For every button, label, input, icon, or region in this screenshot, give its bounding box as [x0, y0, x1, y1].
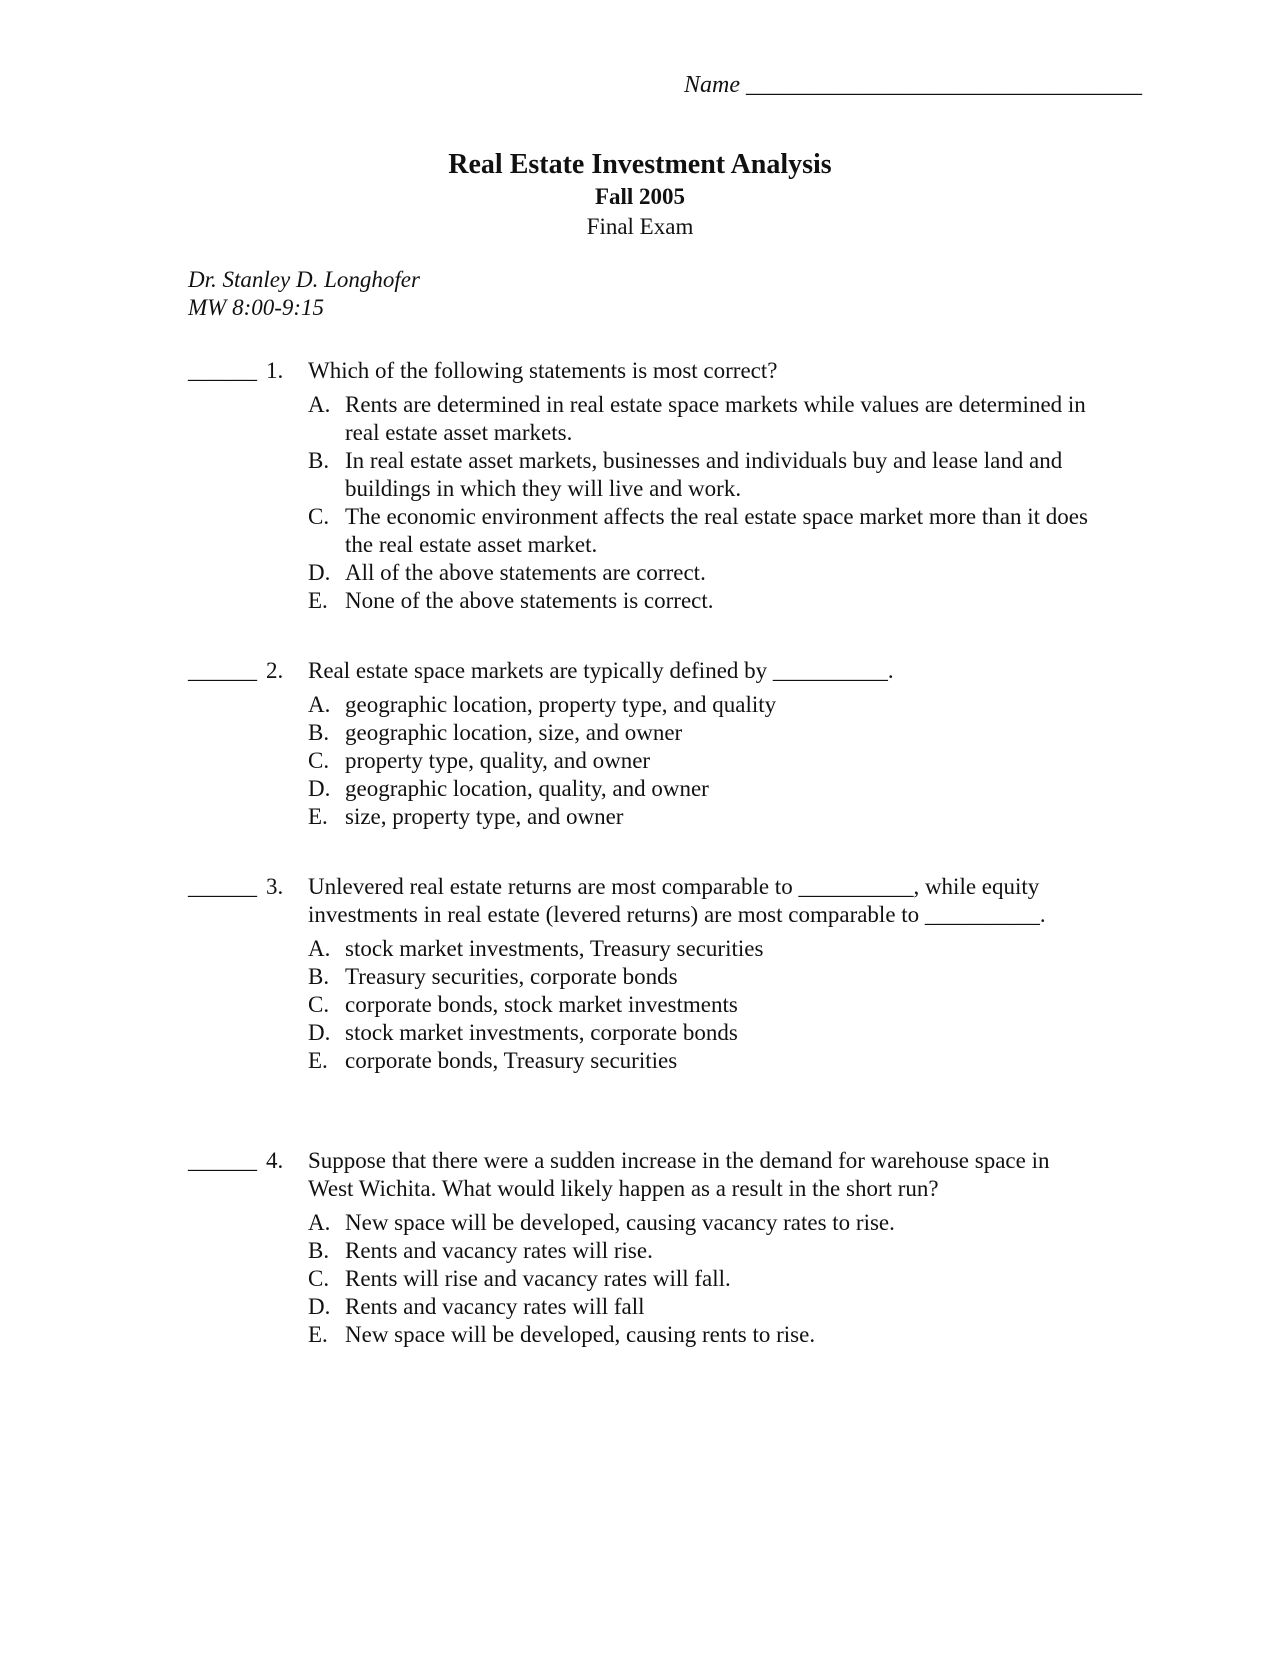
- option-letter: A.: [308, 936, 331, 961]
- option-c: [188, 747, 1088, 775]
- option-b: [188, 447, 1088, 503]
- option-text: stock market investments, corporate bonds: [345, 1020, 738, 1045]
- option-a: [188, 935, 1088, 963]
- option-letter: B.: [308, 448, 330, 473]
- option-letter: D.: [308, 560, 331, 585]
- option-text: geographic location, property type, and quality: [345, 692, 777, 717]
- option-text: In real estate asset markets, businesses and individuals buy and lease land and buildings in which they will live and work.: [345, 448, 1063, 501]
- option-letter: E.: [308, 804, 328, 829]
- option-text: Rents and vacancy rates will fall: [345, 1294, 645, 1319]
- option-c: [188, 1265, 1088, 1293]
- option-d: [188, 1019, 1088, 1047]
- question-1: [188, 357, 1088, 615]
- question-header: [188, 873, 1088, 929]
- option-letter: C.: [308, 504, 330, 529]
- option-a: [188, 1209, 1088, 1237]
- option-letter: C.: [308, 748, 330, 773]
- option-letter: E.: [308, 1322, 328, 1347]
- option-letter: A.: [308, 392, 331, 417]
- class-schedule: MW 8:00-9:15: [188, 295, 325, 320]
- option-letter: B.: [308, 720, 330, 745]
- option-text: None of the above statements is correct.: [345, 588, 714, 613]
- option-e: [188, 1047, 1088, 1075]
- option-letter: E.: [308, 1048, 328, 1073]
- option-text: geographic location, quality, and owner: [345, 776, 709, 801]
- option-text: geographic location, size, and owner: [345, 720, 683, 745]
- option-text: corporate bonds, stock market investments: [345, 992, 738, 1017]
- option-d: [188, 1293, 1088, 1321]
- option-b: [188, 963, 1088, 991]
- question-4: [188, 1147, 1088, 1349]
- option-list: [188, 935, 1088, 1075]
- answer-blank: ______: [188, 874, 257, 899]
- option-letter: E.: [308, 588, 328, 613]
- term-label: Fall 2005: [594, 184, 686, 209]
- option-list: [188, 1209, 1088, 1349]
- question-text: Real estate space markets are typically defined by __________.: [308, 658, 894, 683]
- name-field: [684, 72, 1142, 99]
- option-list: [188, 391, 1088, 615]
- answer-blank: ______: [188, 358, 257, 383]
- question-number: 3.: [266, 874, 284, 899]
- option-text: property type, quality, and owner: [345, 748, 651, 773]
- option-letter: C.: [308, 992, 330, 1017]
- option-a: [188, 691, 1088, 719]
- option-d: [188, 775, 1088, 803]
- question-number: 1.: [266, 358, 284, 383]
- option-b: [188, 719, 1088, 747]
- course-title: Real Estate Investment Analysis: [448, 149, 832, 180]
- question-text: Which of the following statements is most correct?: [308, 358, 778, 383]
- option-letter: C.: [308, 1266, 330, 1291]
- option-text: Rents and vacancy rates will rise.: [345, 1238, 653, 1263]
- option-c: [188, 503, 1088, 559]
- question-text: Unlevered real estate returns are most comparable to __________, while equity investments in real estate (levered returns) are most comparable to __________.: [308, 874, 1046, 927]
- option-text: Rents will rise and vacancy rates will fall.: [345, 1266, 731, 1291]
- question-number: 2.: [266, 658, 284, 683]
- option-letter: D.: [308, 1294, 331, 1319]
- option-text: stock market investments, Treasury securities: [345, 936, 764, 961]
- question-text: Suppose that there were a sudden increase in the demand for warehouse space in West Wichita. What would likely happen as a result in the short run?: [308, 1148, 1050, 1201]
- option-letter: B.: [308, 1238, 330, 1263]
- instructor-block: [188, 266, 420, 322]
- option-letter: A.: [308, 692, 331, 717]
- option-c: [188, 991, 1088, 1019]
- question-3: [188, 873, 1088, 1075]
- option-e: [188, 803, 1088, 831]
- option-letter: A.: [308, 1210, 331, 1235]
- question-number: 4.: [266, 1148, 284, 1173]
- name-blank: _________________________________: [746, 72, 1142, 98]
- option-b: [188, 1237, 1088, 1265]
- question-header: [188, 657, 1088, 685]
- exam-label: Final Exam: [586, 214, 694, 239]
- option-text: New space will be developed, causing vacancy rates to rise.: [345, 1210, 895, 1235]
- question-2: [188, 657, 1088, 831]
- option-text: Rents are determined in real estate space markets while values are determined in real estate asset markets.: [345, 392, 1086, 445]
- option-letter: D.: [308, 776, 331, 801]
- title-block: [0, 148, 1280, 242]
- option-e: [188, 587, 1088, 615]
- option-text: New space will be developed, causing rents to rise.: [345, 1322, 816, 1347]
- option-d: [188, 559, 1088, 587]
- name-label: Name: [684, 72, 740, 98]
- option-text: The economic environment affects the real estate space market more than it does the real estate asset market.: [345, 504, 1088, 557]
- option-list: [188, 691, 1088, 831]
- option-a: [188, 391, 1088, 447]
- option-text: Treasury securities, corporate bonds: [345, 964, 678, 989]
- answer-blank: ______: [188, 658, 257, 683]
- option-e: [188, 1321, 1088, 1349]
- option-letter: D.: [308, 1020, 331, 1045]
- question-header: [188, 357, 1088, 385]
- option-text: corporate bonds, Treasury securities: [345, 1048, 678, 1073]
- option-text: size, property type, and owner: [345, 804, 624, 829]
- option-text: All of the above statements are correct.: [345, 560, 706, 585]
- question-header: [188, 1147, 1088, 1203]
- option-letter: B.: [308, 964, 330, 989]
- instructor-name: Dr. Stanley D. Longhofer: [188, 267, 420, 292]
- answer-blank: ______: [188, 1148, 257, 1173]
